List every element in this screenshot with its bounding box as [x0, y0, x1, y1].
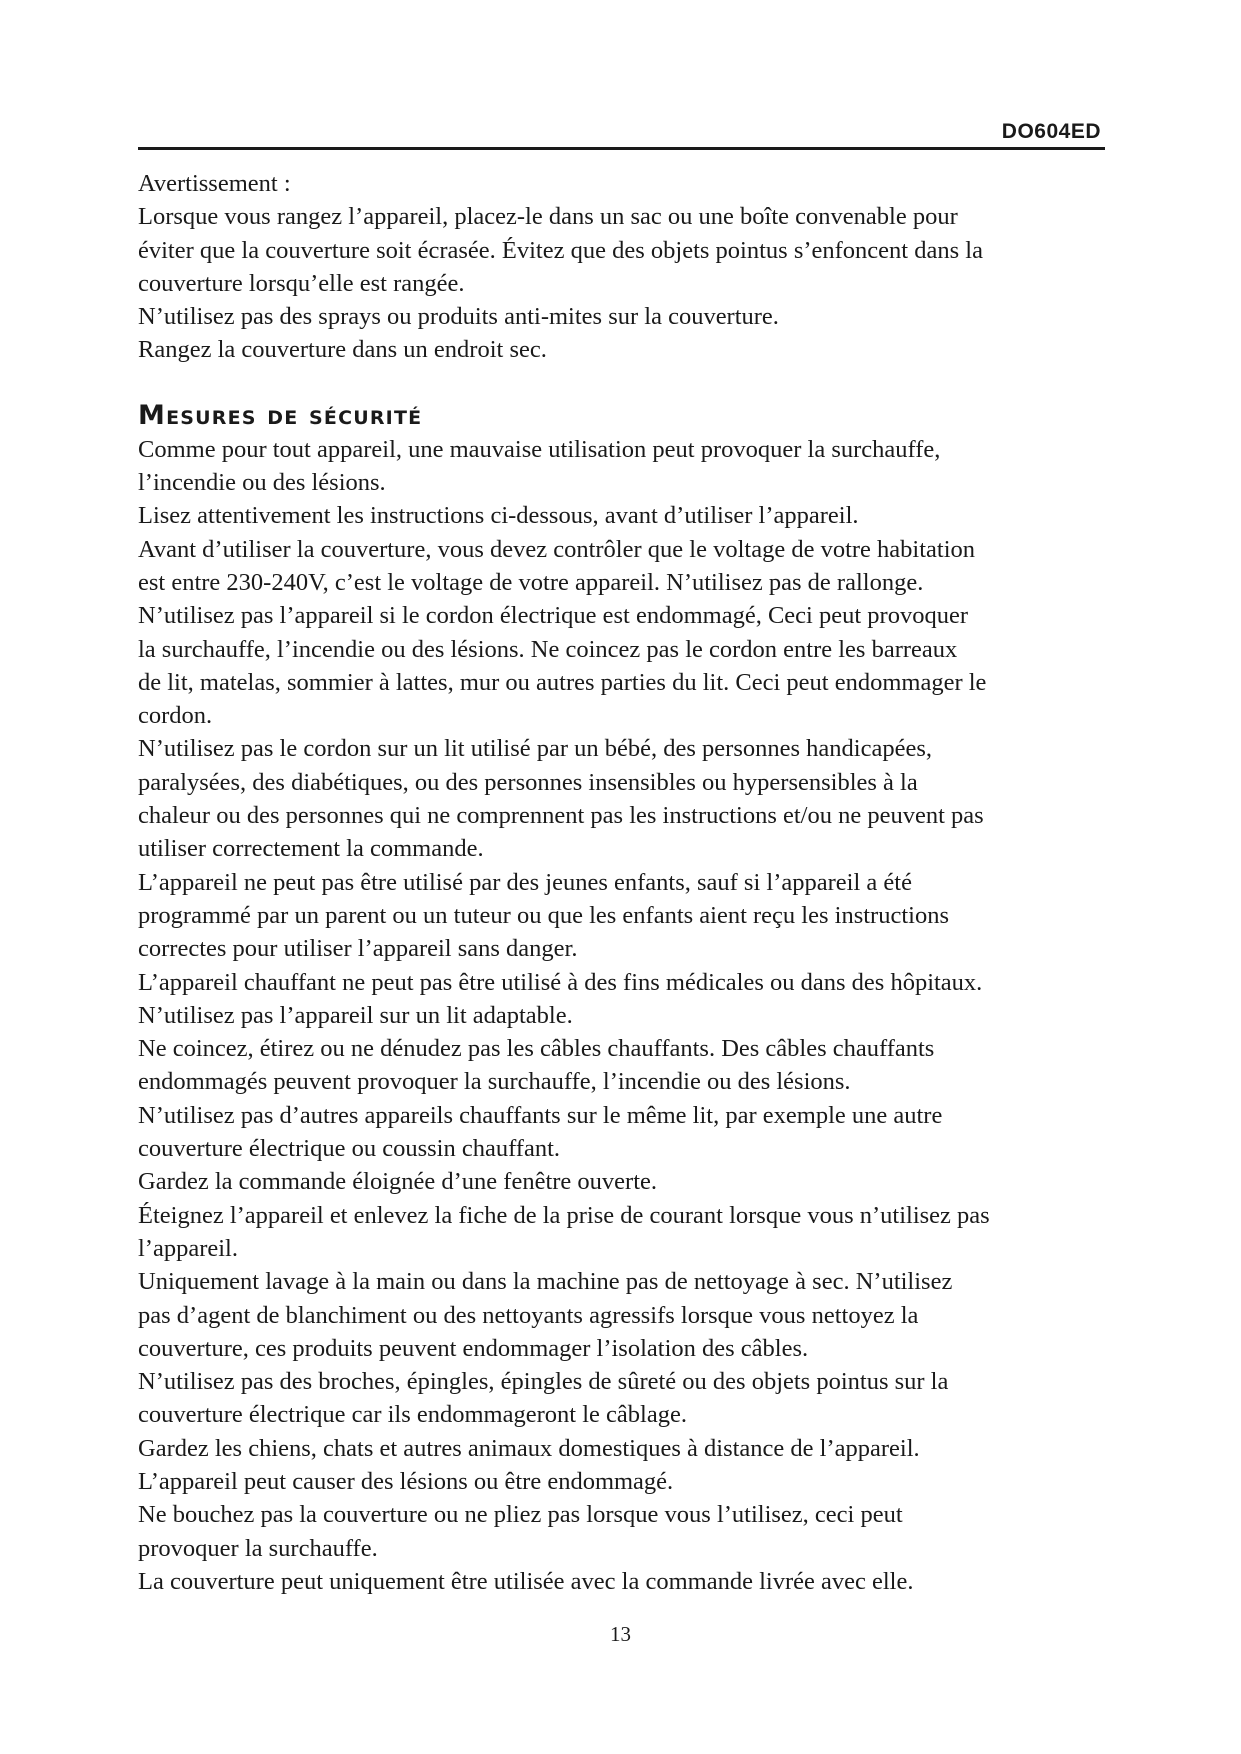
text-line: N’utilisez pas des broches, épingles, épingles de sûreté ou des objets pointus sur la	[138, 1368, 949, 1396]
text-line: N’utilisez pas des sprays ou produits anti-mites sur la couverture.	[138, 303, 779, 331]
text-line: N’utilisez pas d’autres appareils chauffants sur le même lit, par exemple une autre	[138, 1101, 943, 1129]
text-line: couverture électrique ou coussin chauffant.	[138, 1135, 561, 1163]
text-line: N’utilisez pas l’appareil sur un lit adaptable.	[138, 1001, 573, 1029]
text-line: Gardez la commande éloignée d’une fenêtre ouverte.	[138, 1168, 657, 1196]
text-line: utiliser correctement la commande.	[138, 835, 484, 863]
text-line: L’appareil chauffant ne peut pas être utilisé à des fins médicales ou dans des hôpitaux.	[138, 968, 983, 996]
text-line: Ne bouchez pas la couverture ou ne pliez pas lorsque vous l’utilisez, ceci peut	[138, 1501, 903, 1529]
text-line: Rangez la couverture dans un endroit sec.	[138, 336, 547, 364]
safety-section	[138, 399, 1108, 1598]
text-line: Lorsque vous rangez l’appareil, placez-le dans un sac ou une boîte convenable pour	[138, 203, 958, 231]
section-spacer	[138, 367, 1108, 399]
page-content	[138, 167, 1108, 1598]
text-line: L’appareil ne peut pas être utilisé par des jeunes enfants, sauf si l’appareil a été	[138, 868, 912, 896]
section-title: Mesures de sécurité	[138, 399, 423, 431]
header-rule	[138, 147, 1105, 150]
text-line: l’incendie ou des lésions.	[138, 469, 386, 497]
text-line: paralysées, des diabétiques, ou des personnes insensibles ou hypersensibles à la	[138, 768, 918, 796]
text-line: couverture électrique car ils endommageront le câblage.	[138, 1401, 687, 1429]
text-line: la surchauffe, l’incendie ou des lésions. Ne coincez pas le cordon entre les barreaux	[138, 635, 958, 663]
text-line: N’utilisez pas le cordon sur un lit utilisé par un bébé, des personnes handicapées,	[138, 735, 932, 763]
text-line: pas d’agent de blanchiment ou des nettoyants agressifs lorsque vous nettoyez la	[138, 1301, 919, 1329]
text-line: cordon.	[138, 702, 213, 730]
text-line: est entre 230-240V, c’est le voltage de votre appareil. N’utilisez pas de rallonge.	[138, 568, 924, 596]
text-line: La couverture peut uniquement être utilisée avec la commande livrée avec elle.	[138, 1567, 914, 1595]
page-number: 13	[610, 1622, 631, 1646]
text-line: endommagés peuvent provoquer la surchauffe, l’incendie ou des lésions.	[138, 1068, 851, 1096]
text-line: couverture, ces produits peuvent endommager l’isolation des câbles.	[138, 1334, 809, 1362]
text-line: Comme pour tout appareil, une mauvaise utilisation peut provoquer la surchauffe,	[138, 435, 941, 463]
text-line: provoquer la surchauffe.	[138, 1534, 378, 1562]
text-line: chaleur ou des personnes qui ne comprennent pas les instructions et/ou ne peuvent pas	[138, 802, 984, 830]
text-line: Lisez attentivement les instructions ci-dessous, avant d’utiliser l’appareil.	[138, 502, 859, 530]
warning-heading: Avertissement :	[138, 170, 291, 197]
text-line: l’appareil.	[138, 1234, 238, 1262]
text-line: Éteignez l’appareil et enlevez la fiche de la prise de courant lorsque vous n’utilisez pas	[138, 1201, 990, 1229]
storage-warning-block	[138, 167, 1108, 367]
text-line: correctes pour utiliser l’appareil sans danger.	[138, 935, 578, 963]
text-line: de lit, matelas, sommier à lattes, mur ou autres parties du lit. Ceci peut endommager le	[138, 668, 987, 696]
model-code: DO604ED	[1001, 120, 1101, 143]
text-line: Gardez les chiens, chats et autres animaux domestiques à distance de l’appareil.	[138, 1434, 920, 1462]
text-line: N’utilisez pas l’appareil si le cordon électrique est endommagé, Ceci peut provoquer	[138, 602, 968, 630]
text-line: Uniquement lavage à la main ou dans la machine pas de nettoyage à sec. N’utilisez	[138, 1268, 953, 1296]
text-line: programmé par un parent ou un tuteur ou que les enfants aient reçu les instructions	[138, 901, 949, 929]
text-line: éviter que la couverture soit écrasée. Évitez que des objets pointus s’enfoncent dans la	[138, 236, 983, 264]
text-line: couverture lorsqu’elle est rangée.	[138, 269, 465, 297]
text-line: L’appareil peut causer des lésions ou être endommagé.	[138, 1467, 674, 1495]
text-line: Avant d’utiliser la couverture, vous devez contrôler que le voltage de votre habitation	[138, 535, 976, 563]
text-line: Ne coincez, étirez ou ne dénudez pas les câbles chauffants. Des câbles chauffants	[138, 1035, 935, 1063]
